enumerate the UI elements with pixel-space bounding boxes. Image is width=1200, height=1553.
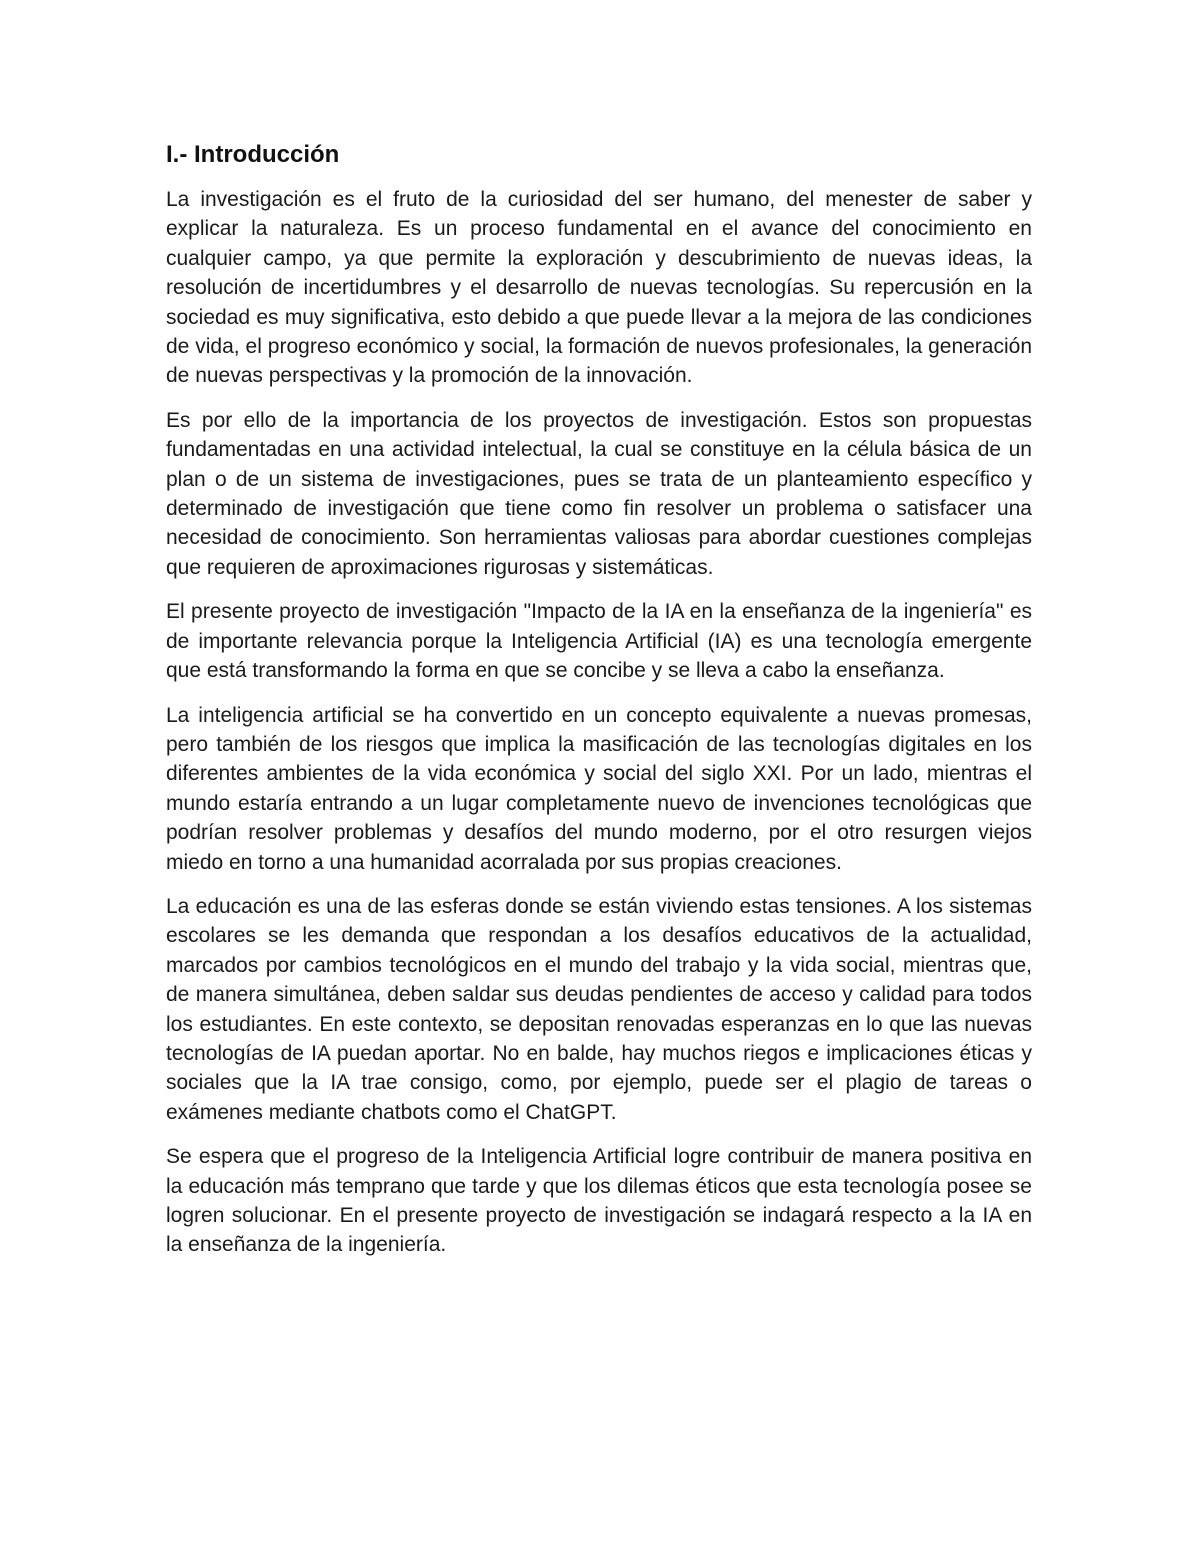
paragraph-2: Es por ello de la importancia de los proyectos de investigación. Estos son propuestas fundamentadas en una actividad intelectual, la cual se constituye en la célula básica de un plan o de un sistema de investigaciones, pues se trata de un planteamiento específico y determinado de investigación que tiene como fin resolver un problema o satisfacer una necesidad de conocimiento. Son herramientas valiosas para abordar cuestiones complejas que requieren de aproximaciones rigurosas y sistemáticas.: [166, 408, 1032, 579]
paragraph-4: La inteligencia artificial se ha convertido en un concepto equivalente a nuevas promesas, pero también de los riesgos que implica la masificación de las tecnologías digitales en los diferentes ambientes de la vida económica y social del siglo XXI. Por un lado, mientras el mundo estaría entrando a un lugar completamente nuevo de invenciones tecnológicas que podrían resolver problemas y desafíos del mundo moderno, por el otro resurgen viejos miedo en torno a una humanidad acorralada por sus propias creaciones.: [166, 703, 1032, 874]
paragraph-1: La investigación es el fruto de la curiosidad del ser humano, del menester de saber y explicar la naturaleza. Es un proceso fundamental en el avance del conocimiento en cualquier campo, ya que permite la exploración y descubrimiento de nuevas ideas, la resolución de incertidumbres y el desarrollo de nuevas tecnologías. Su repercusión en la sociedad es muy significativa, esto debido a que puede llevar a la mejora de las condiciones de vida, el progreso económico y social, la formación de nuevos profesionales, la generación de nuevas perspectivas y la promoción de la innovación.: [166, 188, 1032, 388]
section-heading: I.- Introducción: [166, 141, 340, 168]
document-body: [166, 139, 1032, 1275]
paragraph-3: El presente proyecto de investigación "Impacto de la IA en la enseñanza de la ingeniería" es de importante relevancia porque la Inteligencia Artificial (IA) es una tecnología emergente que está transformando la forma en que se concibe y se lleva a cabo la enseñanza.: [166, 600, 1032, 683]
paragraph-6: Se espera que el progreso de la Inteligencia Artificial logre contribuir de manera positiva en la educación más temprano que tarde y que los dilemas éticos que esta tecnología posee se logren solucionar. En el presente proyecto de investigación se indagará respecto a la IA en la enseñanza de la ingeniería.: [166, 1145, 1032, 1257]
paragraph-5: La educación es una de las esferas donde se están viviendo estas tensiones. A los sistemas escolares se les demanda que respondan a los desafíos educativos de la actualidad, marcados por cambios tecnológicos en el mundo del trabajo y la vida social, mientras que, de manera simultánea, deben saldar sus deudas pendientes de acceso y calidad para todos los estudiantes. En este contexto, se depositan renovadas esperanzas en lo que las nuevas tecnologías de IA puedan aportar. No en balde, hay muchos riegos e implicaciones éticas y sociales que la IA trae consigo, como, por ejemplo, puede ser el plagio de tareas o exámenes mediante chatbots como el ChatGPT.: [166, 894, 1032, 1124]
